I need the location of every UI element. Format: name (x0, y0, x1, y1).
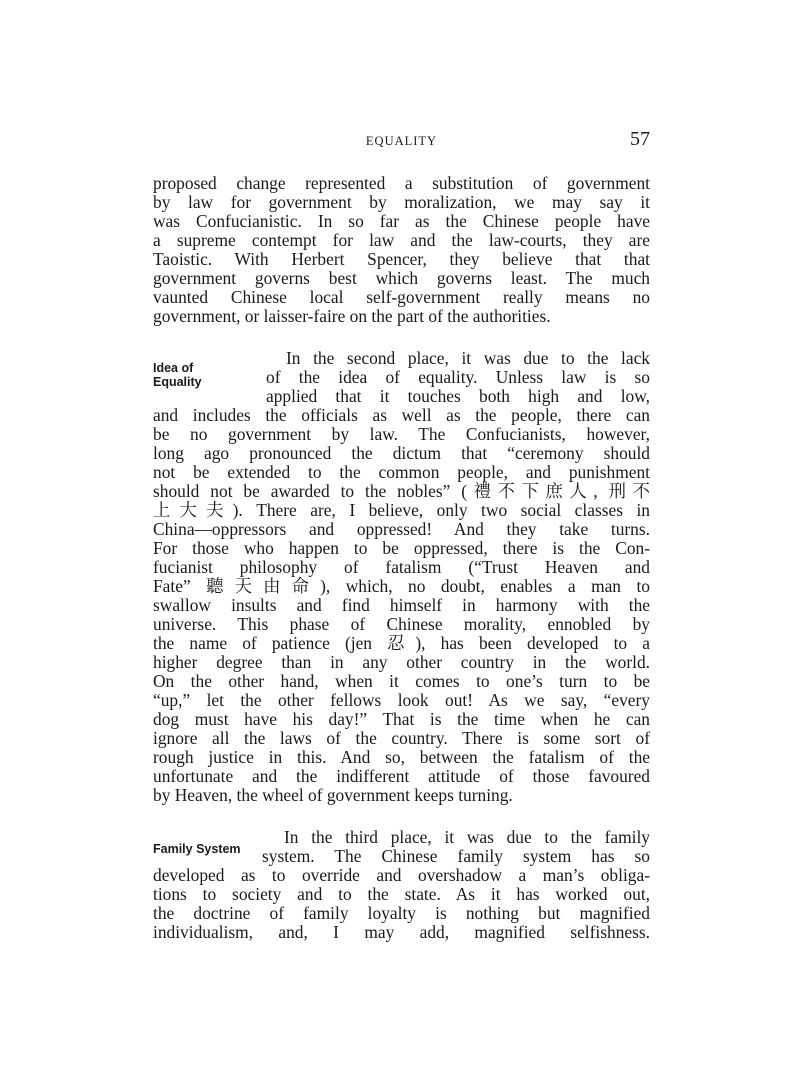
text-line: In the second place, it was due to the lack (286, 348, 650, 368)
page-number: 57 (630, 128, 650, 150)
text-line: by Heaven, the wheel of government keeps turning. (153, 785, 513, 805)
text-line: not be extended to the common people, and punishment (153, 462, 650, 482)
text-line: Fate” 聽天由命), which, no doubt, enables a man to (153, 576, 650, 596)
running-title: EQUALITY (365, 134, 438, 148)
text-line: system. The Chinese family system has so (262, 846, 650, 866)
text-line: “up,” let the other fellows look out! As we say, “every (153, 690, 650, 710)
sidenote-family-system: Family System (153, 842, 241, 856)
text-line: China—oppressors and oppressed! And they take turns. (153, 519, 650, 539)
text-line: ignore all the laws of the country. There is some sort of (153, 728, 650, 748)
text-line: be no government by law. The Confucianists, however, (153, 424, 650, 444)
text-line: tions to society and to the state. As it has worked out, (153, 884, 650, 904)
text-line: swallow insults and find himself in harmony with the (153, 595, 650, 615)
text-line: of the idea of equality. Unless law is so (266, 367, 650, 387)
text-line: Taoistic. With Herbert Spencer, they believe that that (153, 249, 650, 269)
text-line: fucianist philosophy of fatalism (“Trust Heaven and (153, 557, 650, 577)
text-line: On the other hand, when it comes to one’s turn to be (153, 671, 650, 691)
text-line: long ago pronounced the dictum that “ceremony should (153, 443, 650, 463)
text-line: unfortunate and the indifferent attitude of those favoured (153, 766, 650, 786)
sidenote-line: Idea of (153, 361, 194, 375)
text-line: higher degree than in any other country in the world. (153, 652, 650, 672)
text-line: applied that it touches both high and low, (266, 386, 650, 406)
text-line: universe. This phase of Chinese morality, ennobled by (153, 614, 650, 634)
text-line: government, or laisser-faire on the part of the authorities. (153, 306, 551, 326)
text-line: developed as to override and overshadow a man’s obliga- (153, 865, 650, 885)
text-line: by law for government by moralization, we may say it (153, 192, 650, 212)
text-line: the name of patience (jen 忍), has been developed to a (153, 633, 650, 653)
text-line: For those who happen to be oppressed, there is the Con- (153, 538, 650, 558)
text-line: was Confucianistic. In so far as the Chinese people have (153, 211, 650, 231)
text-line: the doctrine of family loyalty is nothing but magnified (153, 903, 650, 923)
running-head (153, 130, 650, 154)
text-line: and includes the officials as well as the people, there can (153, 405, 650, 425)
sidenote-line: Equality (153, 375, 202, 389)
text-line: government governs best which governs least. The much (153, 268, 650, 288)
text-line: proposed change represented a substitution of government (153, 173, 650, 193)
text-line: rough justice in this. And so, between the fatalism of the (153, 747, 650, 767)
text-line: should not be awarded to the nobles” (禮不下庶人, 刑不 (153, 481, 650, 501)
text-line: individualism, and, I may add, magnified selfishness. (153, 922, 650, 942)
text-line: 上大夫). There are, I believe, only two social classes in (153, 500, 650, 520)
text-line: dog must have his day!” That is the time when he can (153, 709, 650, 729)
text-line: a supreme contempt for law and the law-courts, they are (153, 230, 650, 250)
text-line: In the third place, it was due to the family (284, 827, 650, 847)
sidenote-idea-of-equality (153, 361, 202, 389)
text-line: vaunted Chinese local self-government really means no (153, 287, 650, 307)
